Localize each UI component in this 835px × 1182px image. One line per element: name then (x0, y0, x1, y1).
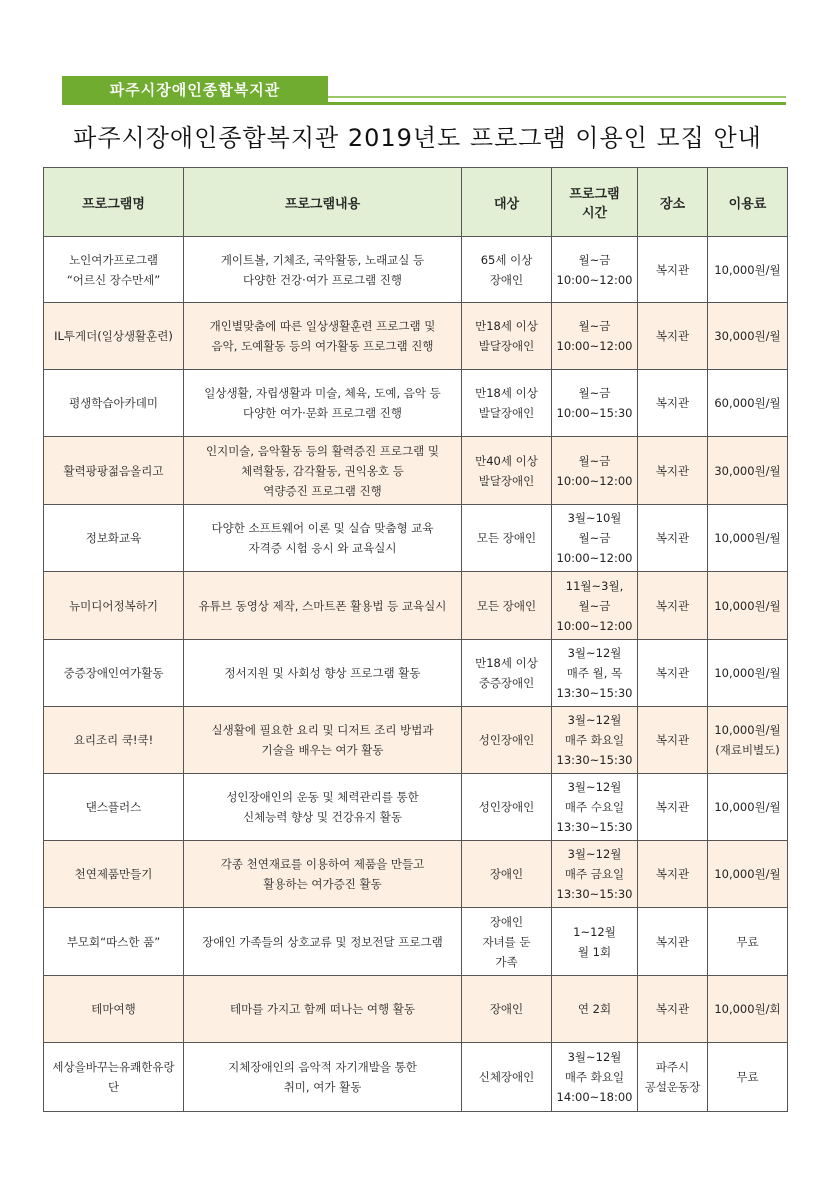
program-content-line: 게이트볼, 기체조, 국악활동, 노래교실 등 (220, 252, 425, 267)
program-target-line: 만18세 이상 (475, 386, 538, 400)
program-place-cell (638, 841, 708, 908)
program-time-line: 13:30~15:30 (556, 753, 633, 767)
program-name-cell (44, 237, 184, 303)
program-fee-line: 10,000원/월 (714, 800, 781, 814)
program-name-line: 활력팡팡젊음올리고 (63, 463, 164, 478)
table-row (44, 237, 788, 303)
program-place-cell (638, 640, 708, 707)
program-name-cell (44, 437, 184, 505)
program-time-line: 10:00~12:00 (556, 618, 633, 633)
program-name-line: IL투게더(일상생활훈련) (54, 329, 173, 343)
program-place-cell (638, 370, 708, 437)
program-fee-cell (708, 908, 788, 976)
program-fee-line: 무료 (736, 934, 759, 949)
program-time-line: 3월~12월 (567, 713, 622, 727)
program-fee-cell (708, 841, 788, 908)
program-fee-line: (재료비별도) (715, 743, 780, 757)
program-fee-line: 10,000원/월 (714, 262, 781, 277)
program-fee-cell (708, 237, 788, 303)
program-place-cell (638, 774, 708, 841)
program-time-line: 13:30~15:30 (556, 887, 633, 901)
program-time-line: 월~금 (578, 453, 611, 468)
program-content-cell (184, 237, 462, 303)
program-fee-line: 10,000원/월 (714, 723, 781, 737)
column-header-place: 장소 (638, 168, 708, 237)
program-target-line: 장애인 (489, 914, 524, 929)
program-target-line: 모든 장애인 (476, 531, 537, 545)
program-content-line: 다양한 소프트웨어 이론 및 실습 맞춤형 교육 (211, 521, 434, 535)
program-content-line: 기술을 배우는 여가 활동 (261, 743, 384, 757)
program-target-line: 발달장애인 (478, 473, 535, 488)
column-header-fee: 이용료 (708, 168, 788, 237)
program-place-line: 복지관 (655, 800, 690, 814)
program-place-cell (638, 572, 708, 640)
program-content-line: 개인별맞춤에 따른 일상생활훈련 프로그램 및 (209, 319, 436, 333)
program-time-line: 3월~12월 (567, 780, 622, 794)
program-content-cell (184, 303, 462, 370)
program-target-line: 장애인 (489, 1002, 524, 1016)
program-target-line: 장애인 (489, 867, 524, 881)
program-place-line: 공설운동장 (644, 1080, 701, 1094)
program-target-line: 자녀를 둔 (482, 934, 531, 949)
table-row (44, 841, 788, 908)
program-time-line: 13:30~15:30 (556, 686, 633, 700)
program-content-line: 체력활동, 감각활동, 권익옹호 등 (241, 463, 404, 478)
program-target-cell (462, 774, 552, 841)
program-name-line: 뉴미디어정복하기 (69, 598, 158, 613)
program-fee-line: 10,000원/월 (714, 598, 781, 613)
program-target-cell (462, 572, 552, 640)
program-content-cell (184, 1043, 462, 1112)
program-fee-cell (708, 976, 788, 1043)
program-content-line: 지체장애인의 음악적 자기개발을 통한 (228, 1060, 417, 1074)
program-fee-line: 60,000원/월 (714, 396, 781, 410)
program-name-line: 테마여행 (91, 1002, 136, 1016)
program-time-line: 월~금 (578, 598, 611, 613)
program-time-cell (552, 774, 638, 841)
program-fee-line: 10,000원/회 (714, 1002, 781, 1016)
program-name-cell (44, 370, 184, 437)
program-time-cell (552, 370, 638, 437)
program-fee-cell (708, 572, 788, 640)
program-name-cell (44, 640, 184, 707)
program-target-cell (462, 908, 552, 976)
program-fee-line: 30,000원/월 (714, 329, 781, 343)
table-row (44, 774, 788, 841)
program-target-cell (462, 707, 552, 774)
program-place-cell (638, 505, 708, 572)
program-content-line: 다양한 건강·여가 프로그램 진행 (242, 272, 403, 287)
program-target-line: 성인장애인 (478, 733, 535, 747)
program-fee-line: 무료 (736, 1070, 759, 1084)
program-table (43, 167, 788, 1112)
program-target-cell (462, 437, 552, 505)
program-target-line: 가족 (495, 954, 518, 969)
program-target-cell (462, 370, 552, 437)
program-time-cell (552, 1043, 638, 1112)
table-row (44, 370, 788, 437)
program-content-line: 취미, 여가 활동 (283, 1080, 362, 1094)
program-time-line: 10:00~12:00 (556, 272, 633, 287)
program-fee-line: 10,000원/월 (714, 531, 781, 545)
program-target-line: 만18세 이상 (475, 656, 538, 670)
program-fee-cell (708, 370, 788, 437)
program-content-cell (184, 505, 462, 572)
program-target-cell (462, 841, 552, 908)
program-content-cell (184, 640, 462, 707)
table-row (44, 707, 788, 774)
column-header-target: 대상 (462, 168, 552, 237)
program-target-line: 성인장애인 (478, 800, 535, 814)
program-fee-line: 10,000원/월 (714, 867, 781, 881)
table-row (44, 303, 788, 370)
program-place-cell (638, 1043, 708, 1112)
program-time-line: 1~12월 (573, 924, 616, 939)
program-time-line: 3월~12월 (567, 847, 622, 861)
program-place-line: 복지관 (655, 1002, 690, 1016)
program-name-cell (44, 505, 184, 572)
program-time-line: 매주 월, 목 (566, 666, 623, 680)
program-content-line: 역량증진 프로그램 진행 (263, 483, 382, 498)
table-header-row (44, 168, 788, 237)
program-target-line: 모든 장애인 (476, 598, 537, 613)
program-place-cell (638, 707, 708, 774)
program-place-line: 복지관 (655, 666, 690, 680)
program-content-cell (184, 841, 462, 908)
program-place-line: 복지관 (655, 733, 690, 747)
program-content-line: 활용하는 여가증진 활동 (263, 877, 382, 891)
program-time-cell (552, 237, 638, 303)
program-place-line: 복지관 (655, 598, 690, 613)
program-time-cell (552, 505, 638, 572)
column-header-name: 프로그램명 (44, 168, 184, 237)
header-accent-line (328, 96, 786, 98)
program-time-line: 10:00~12:00 (556, 473, 633, 488)
program-fee-cell (708, 640, 788, 707)
program-time-line: 10:00~12:00 (556, 551, 633, 565)
document-title: 파주시장애인종합복지관 2019년도 프로그램 이용인 모집 안내 (73, 124, 762, 152)
program-time-line: 13:30~15:30 (556, 820, 633, 834)
program-time-line: 매주 금요일 (564, 867, 625, 881)
program-place-cell (638, 976, 708, 1043)
program-name-line: 댄스플러스 (85, 800, 142, 814)
program-time-cell (552, 707, 638, 774)
program-place-cell (638, 303, 708, 370)
table-row (44, 1043, 788, 1112)
program-fee-line: 30,000원/월 (714, 463, 781, 478)
program-place-line: 복지관 (655, 262, 690, 277)
program-target-cell (462, 640, 552, 707)
program-name-cell (44, 1043, 184, 1112)
program-content-line: 장애인 가족들의 상호교류 및 정보전달 프로그램 (202, 934, 443, 949)
program-time-cell (552, 841, 638, 908)
table-row (44, 437, 788, 505)
program-target-line: 만40세 이상 (475, 453, 538, 468)
program-name-cell (44, 841, 184, 908)
program-target-line: 발달장애인 (478, 406, 535, 420)
column-header-time: 프로그램 시간 (552, 168, 638, 237)
program-time-cell (552, 437, 638, 505)
program-target-line: 발달장애인 (478, 339, 535, 353)
program-time-cell (552, 640, 638, 707)
program-name-line: 노인여가프로그램 (69, 252, 158, 267)
program-name-line: 천연제품만들기 (74, 867, 153, 881)
table-row (44, 505, 788, 572)
program-name-line: 평생학습아카데미 (69, 396, 158, 410)
program-content-cell (184, 370, 462, 437)
program-time-line: 연 2회 (577, 1002, 612, 1016)
program-name-line: 세상을바꾸는유쾌한유랑단 (52, 1060, 175, 1094)
program-place-cell (638, 908, 708, 976)
program-time-cell (552, 303, 638, 370)
program-time-line: 3월~10월 (567, 511, 622, 525)
program-time-line: 월 1회 (577, 944, 612, 959)
program-time-line: 10:00~12:00 (556, 339, 633, 353)
table-row (44, 908, 788, 976)
program-place-line: 복지관 (655, 396, 690, 410)
program-time-line: 매주 수요일 (564, 800, 625, 814)
program-time-line: 월~금 (578, 386, 611, 400)
program-content-cell (184, 908, 462, 976)
program-content-line: 테마를 가지고 함께 떠나는 여행 활동 (230, 1002, 415, 1016)
program-time-line: 매주 화요일 (564, 733, 625, 747)
program-time-cell (552, 908, 638, 976)
program-name-line: “어르신 장수만세” (66, 272, 161, 287)
program-name-cell (44, 707, 184, 774)
program-content-line: 음악, 도예활동 등의 여가활동 프로그램 진행 (211, 339, 434, 353)
program-target-line: 장애인 (489, 272, 524, 287)
header-rule (62, 102, 786, 105)
program-name-cell (44, 303, 184, 370)
table-row (44, 640, 788, 707)
program-content-line: 유튜브 동영상 제작, 스마트폰 활용법 등 교육실시 (198, 598, 447, 613)
program-name-cell (44, 774, 184, 841)
program-fee-cell (708, 774, 788, 841)
column-header-content: 프로그램내용 (184, 168, 462, 237)
program-fee-line: 10,000원/월 (714, 666, 781, 680)
program-target-line: 중증장애인 (478, 676, 535, 690)
program-content-line: 각종 천연재료를 이용하여 제품을 만들고 (220, 857, 425, 871)
program-fee-cell (708, 437, 788, 505)
program-place-line: 복지관 (655, 463, 690, 478)
program-target-cell (462, 976, 552, 1043)
program-target-cell (462, 303, 552, 370)
program-time-line: 3월~12월 (567, 1050, 622, 1064)
program-place-line: 파주시 (655, 1060, 690, 1074)
program-content-line: 성인장애인의 운동 및 체력관리를 통한 (226, 790, 419, 804)
program-time-line: 월~금 (578, 319, 611, 333)
program-name-line: 정보화교육 (85, 531, 142, 545)
program-time-line: 매주 화요일 (564, 1070, 625, 1084)
program-content-cell (184, 707, 462, 774)
program-content-line: 실생활에 필요한 요리 및 디저트 조리 방법과 (211, 723, 434, 737)
program-name-line: 요리조리 쿡!쿡! (73, 733, 154, 747)
program-target-cell (462, 237, 552, 303)
program-name-line: 부모회“따스한 품” (66, 934, 161, 949)
program-place-cell (638, 237, 708, 303)
program-time-line: 11월~3월, (565, 578, 624, 593)
program-time-line: 월~금 (578, 531, 611, 545)
program-time-cell (552, 572, 638, 640)
program-fee-cell (708, 303, 788, 370)
program-content-cell (184, 976, 462, 1043)
program-name-line: 중증장애인여가활동 (63, 666, 164, 680)
program-place-line: 복지관 (655, 934, 690, 949)
program-place-line: 복지관 (655, 329, 690, 343)
program-name-cell (44, 976, 184, 1043)
program-time-line: 3월~12월 (567, 646, 622, 660)
program-target-cell (462, 505, 552, 572)
program-content-cell (184, 774, 462, 841)
program-place-line: 복지관 (655, 531, 690, 545)
table-row (44, 572, 788, 640)
program-content-line: 정서지원 및 사회성 향상 프로그램 활동 (224, 666, 421, 680)
program-content-line: 신체능력 향상 및 건강유지 활동 (242, 810, 403, 824)
program-time-line: 월~금 (578, 252, 611, 267)
program-content-cell (184, 572, 462, 640)
program-fee-cell (708, 1043, 788, 1112)
program-content-line: 인지미술, 음악활동 등의 활력증진 프로그램 및 (205, 443, 439, 458)
program-time-line: 10:00~15:30 (556, 406, 633, 420)
program-name-cell (44, 908, 184, 976)
program-name-cell (44, 572, 184, 640)
program-fee-cell (708, 707, 788, 774)
program-time-line: 14:00~18:00 (556, 1090, 633, 1104)
organization-band: 파주시장애인종합복지관 (62, 76, 328, 104)
program-content-cell (184, 437, 462, 505)
program-content-line: 자격증 시험 응시 와 교육실시 (248, 541, 397, 555)
program-target-line: 만18세 이상 (475, 319, 538, 333)
program-rows (44, 237, 788, 1112)
program-place-cell (638, 437, 708, 505)
program-target-line: 신체장애인 (478, 1070, 535, 1084)
program-target-cell (462, 1043, 552, 1112)
program-fee-cell (708, 505, 788, 572)
program-place-line: 복지관 (655, 867, 690, 881)
table-row (44, 976, 788, 1043)
program-target-line: 65세 이상 (480, 252, 533, 267)
program-content-line: 일상생활, 자립생활과 미술, 체육, 도예, 음악 등 (204, 386, 441, 400)
program-content-line: 다양한 여가·문화 프로그램 진행 (242, 406, 403, 420)
program-time-cell (552, 976, 638, 1043)
